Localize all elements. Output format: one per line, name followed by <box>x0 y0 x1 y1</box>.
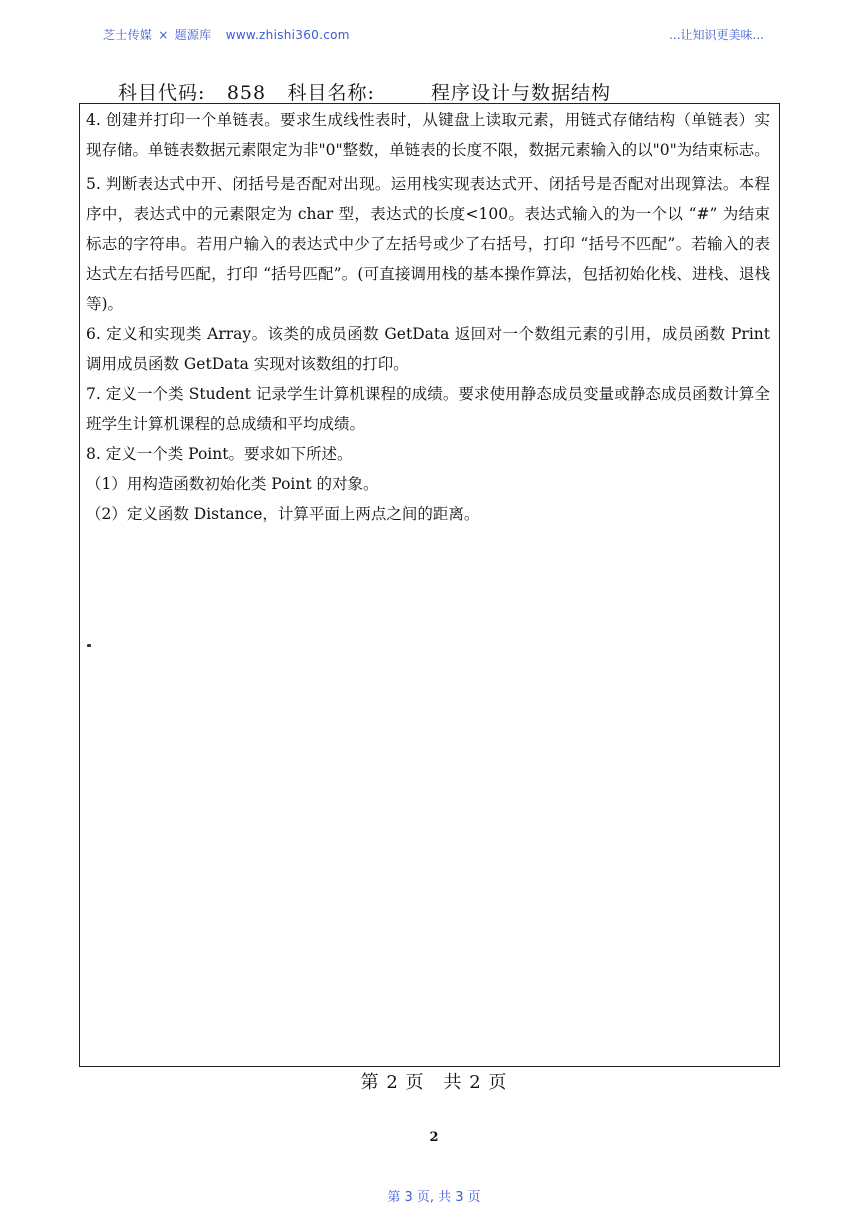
question-8-part-2: （2）定义函数 Distance，计算平面上两点之间的距离。 <box>86 505 480 523</box>
question-6: 6. 定义和实现类 Array。该类的成员函数 GetData 返回对一个数组元素的引用，成员函数 Print 调用成员函数 GetData 实现对该数组的打印。 <box>86 325 770 373</box>
watermark-slogan: ...让知识更美味... <box>669 28 764 42</box>
page-number: 2 <box>429 1130 439 1145</box>
subject-code-label: 科目代码: <box>118 82 206 104</box>
watermark-header <box>103 26 356 43</box>
watermark-url: www.zhishi360.com <box>225 28 350 42</box>
subject-name-label: 科目名称: <box>287 82 375 104</box>
subject-line <box>118 78 660 105</box>
question-5: 5. 判断表达式中开、闭括号是否配对出现。运用栈实现表达式开、闭括号是否配对出现算法。本程序中，表达式中的元素限定为 char 型，表达式的长度<100。表达式输入的为一个以 “#” 为结束标志的字符串。若用户输入的表达式中少了左括号或少了右括号，打印 “括号不匹配”。若输入的表达式左右括号匹配，打印 “括号匹配”。(可直接调用栈的基本操作算法，包括初始化栈、进栈、退栈等)。 <box>86 175 771 313</box>
question-8: 8. 定义一个类 Point。要求如下所述。 <box>86 445 353 463</box>
question-8-part-1: （1）用构造函数初始化类 Point 的对象。 <box>86 475 379 493</box>
subject-code-value: 858 <box>212 83 280 104</box>
watermark-separator: × <box>158 28 169 42</box>
subject-name-value: 程序设计与数据结构 <box>382 83 660 104</box>
page-info: 第 2 页 共 2 页 <box>360 1072 508 1093</box>
question-list <box>86 105 770 529</box>
question-4: 4. 创建并打印一个单链表。要求生成线性表时，从键盘上读取元素，用链式存储结构（单链表）实现存储。单链表数据元素限定为非"0"整数，单链表的长度不限，数据元素输入的以"0"为结束标志。 <box>86 111 771 159</box>
watermark-section: 题源库 <box>174 28 212 42</box>
watermark-brand: 芝士传媒 <box>103 28 153 42</box>
viewer-page-indicator: 第 3 页, 共 3 页 <box>387 1190 481 1205</box>
scan-speck <box>87 644 91 647</box>
question-7: 7. 定义一个类 Student 记录学生计算机课程的成绩。要求使用静态成员变量或静态成员函数计算全班学生计算机课程的总成绩和平均成绩。 <box>86 385 770 433</box>
